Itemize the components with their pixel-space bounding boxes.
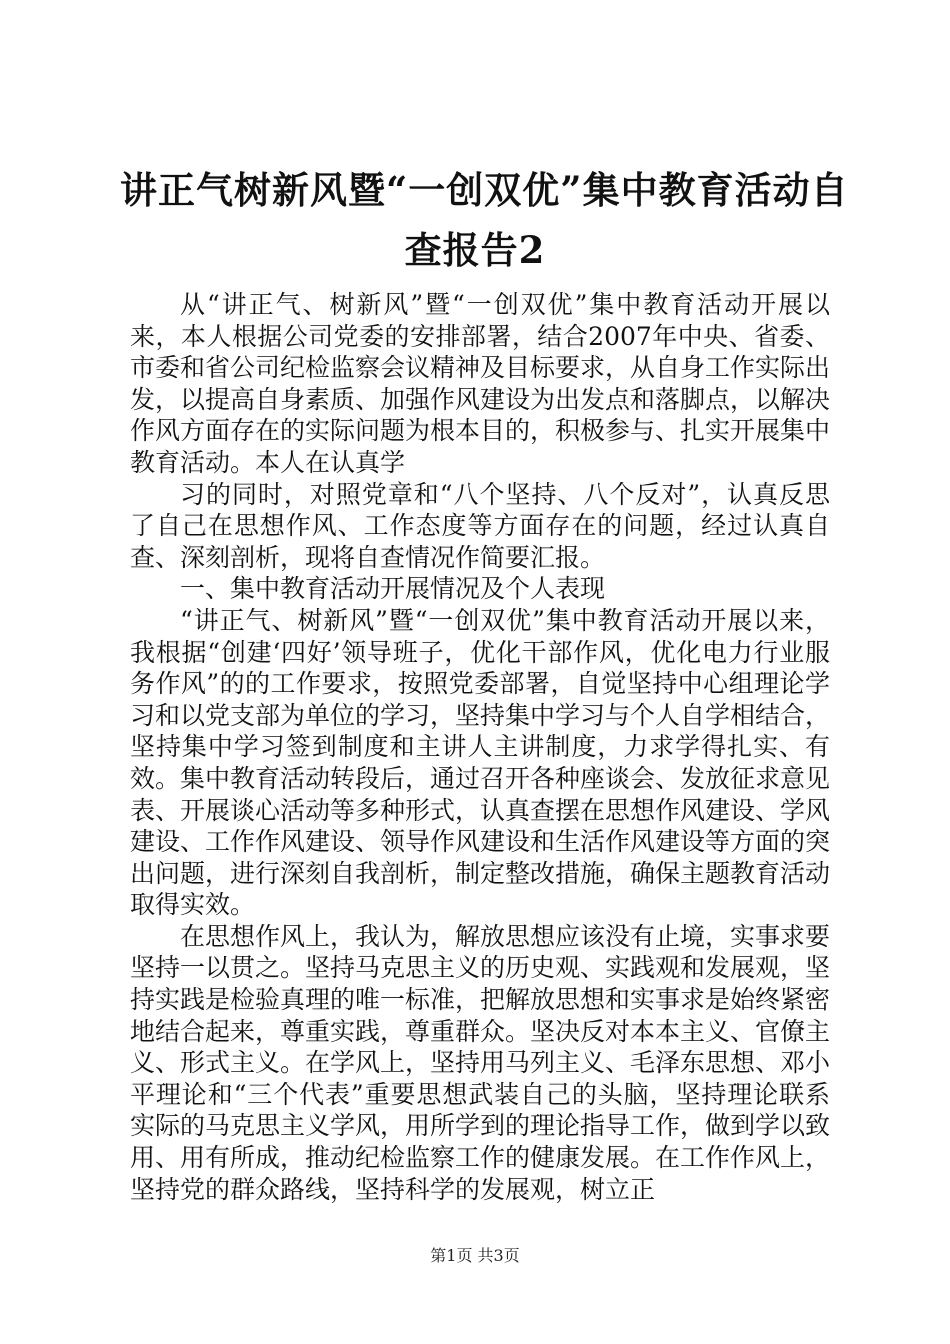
- section-heading-1: 一、集中教育活动开展情况及个人表现: [180, 574, 606, 604]
- document-body: [130, 289, 830, 1205]
- paragraph-intro: 从“讲正气、树新风”暨“一创双优”集中教育活动开展以来，本人根据公司党委的安排部署，结合2007年中央、省委、市委和省公司纪检监察会议精神及目标要求，从自身工作实际出发，以提高自身素质、加强作风建设为出发点和落脚点，以解决作风方面存在的实际问题为根本目的，积极参与、扎实开展集中教育活动。本人在认真学: [130, 290, 831, 477]
- document-title-line-1: 讲正气树新风暨“一创双优”集中教育活动自: [120, 168, 849, 212]
- page-footer: 第1页 共3页: [430, 1246, 520, 1265]
- paragraph-activity-overview: “讲正气、树新风”暨“一创双优”集中教育活动开展以来，我根据“创建‘四好’领导班子，优化干部作风，优化电力行业服务作风”的的工作要求，按照党委部署，自觉坚持中心组理论学习和以党支部为单位的学习，坚持集中学习与个人自学相结合，坚持集中学习签到制度和主讲人主讲制度，力求学得扎实、有效。集中教育活动转段后，通过召开各种座谈会、发放征求意见表、开展谈心活动等多种形式，认真查摆在思想作风建设、学风建设、工作作风建设、领导作风建设和生活作风建设等方面的突出问题，进行深刻自我剖析，制定整改措施，确保主题教育活动取得实效。: [130, 605, 831, 920]
- paragraph-self-review: 习的同时，对照党章和“八个坚持、八个反对”，认真反思了自己在思想作风、工作态度等方面存在的问题，经过认真自查、深刻剖析，现将自查情况作简要汇报。: [130, 479, 830, 572]
- document-title-line-2: 查报告2: [404, 228, 546, 272]
- paragraph-thought-style: 在思想作风上，我认为，解放思想应该没有止境，实事求要坚持一以贯之。坚持马克思主义的历史观、实践观和发展观，坚持实践是检验真理的唯一标准，把解放思想和实事求是始终紧密地结合起来，尊重实践，尊重群众。坚决反对本本主义、官僚主义、形式主义。在学风上，坚持用马列主义、毛泽东思想、邓小平理论和“三个代表”重要思想武装自己的头脑，坚持理论联系实际的马克思主义学风，用所学到的理论指导工作，做到学以致用、用有所成，推动纪检监察工作的健康发展。在工作作风上，坚持党的群众路线，坚持科学的发展观，树立正: [130, 921, 831, 1204]
